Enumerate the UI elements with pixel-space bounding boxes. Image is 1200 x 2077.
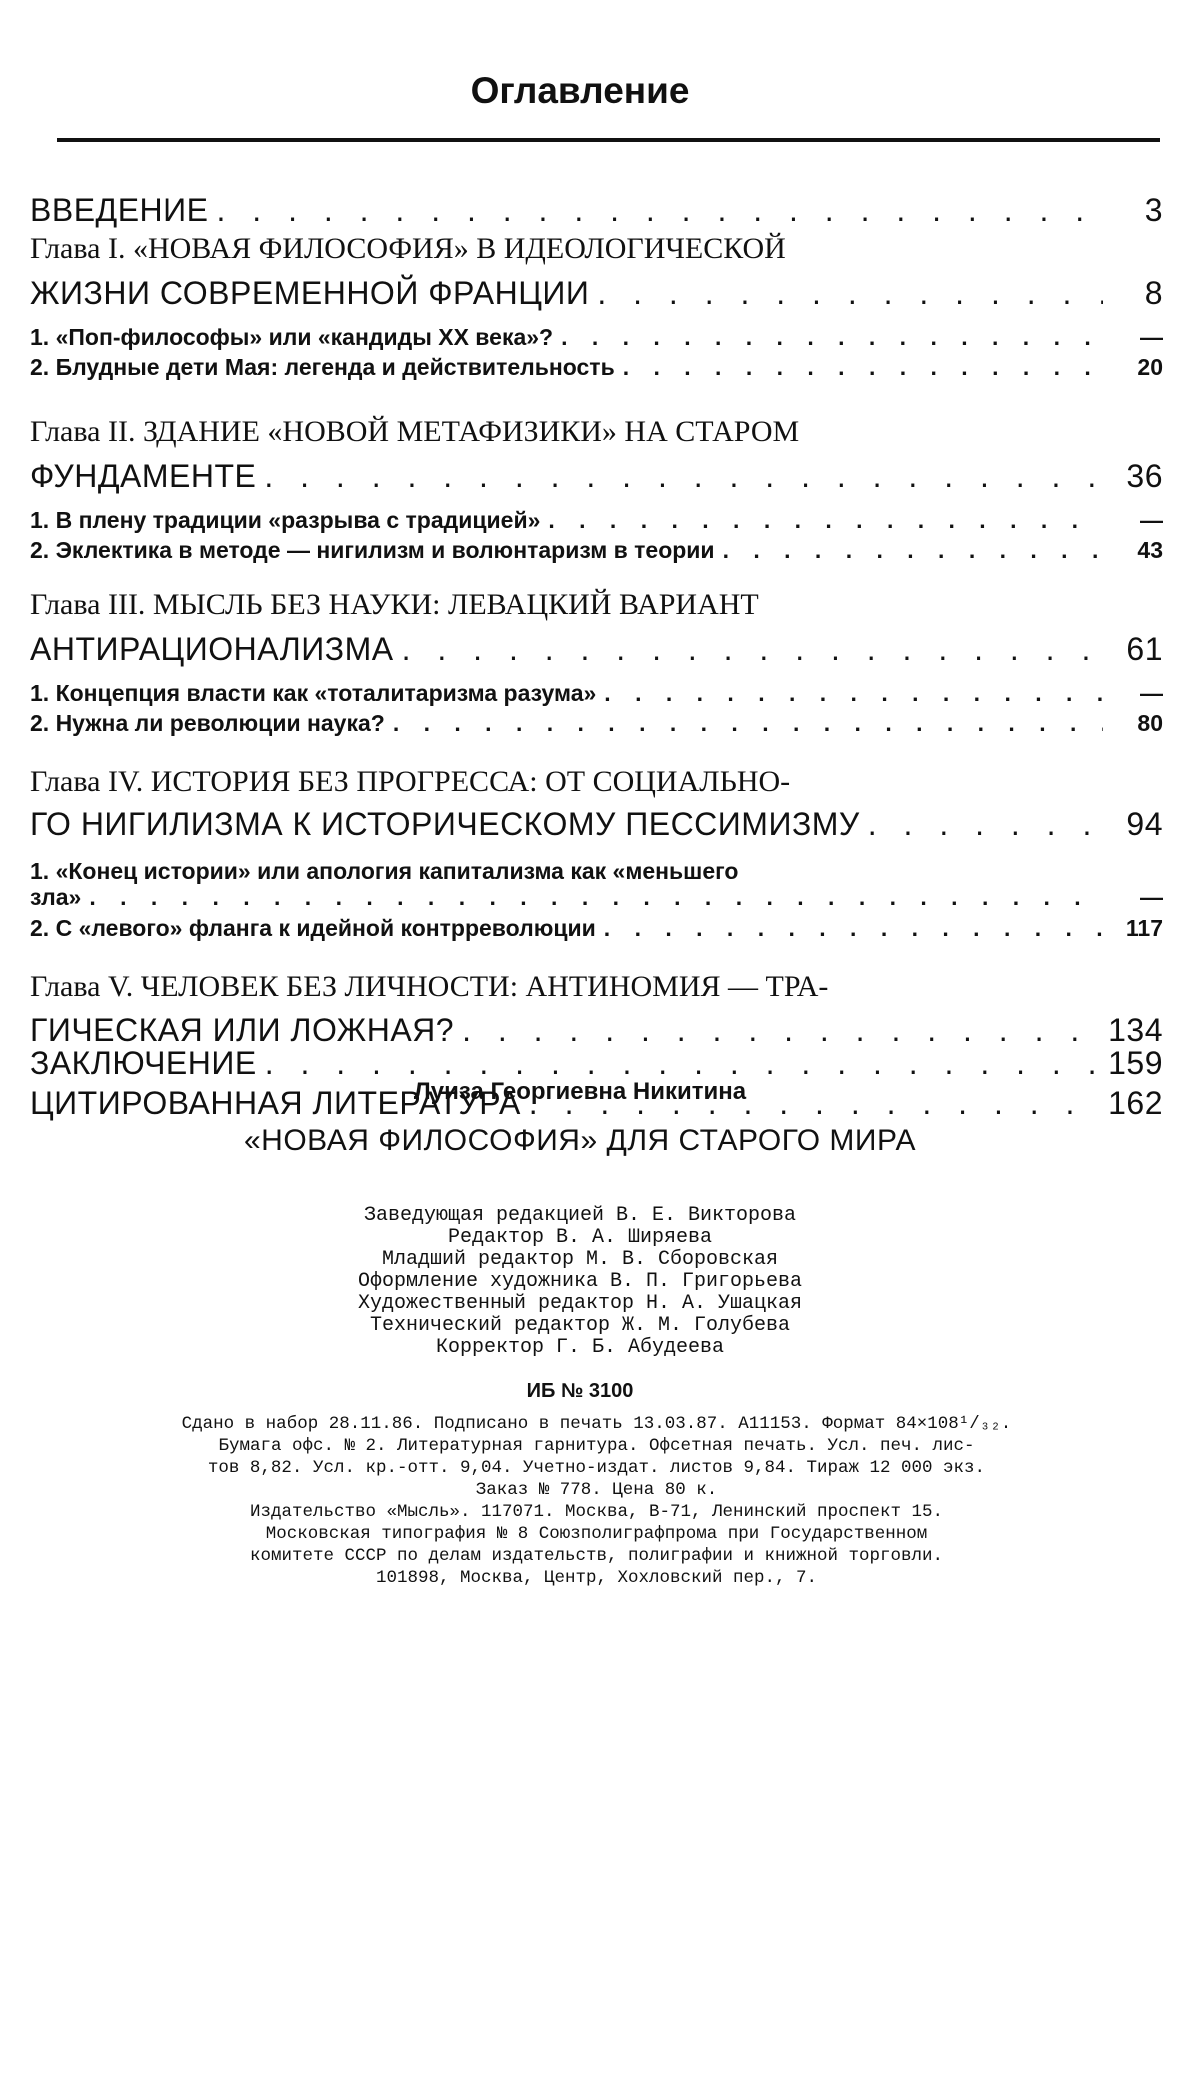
toc-ch3-sec2-text: 2. Нужна ли революции наука? <box>30 710 385 736</box>
dot-leader <box>393 710 1103 737</box>
dot-leader <box>265 1045 1100 1082</box>
toc-ch2-sec2[interactable] <box>30 537 1163 564</box>
toc-ch3-sec1-page: — <box>1140 680 1163 706</box>
staff-line: Технический редактор Ж. М. Голубева <box>369 1314 791 1337</box>
toc-ch4-sec2[interactable] <box>30 915 1163 942</box>
toc-ch4-line1[interactable]: Глава IV. ИСТОРИЯ БЕЗ ПРОГРЕССА: ОТ СОЦИАЛЬНО- <box>30 765 791 798</box>
dot-leader <box>868 806 1103 843</box>
toc-ch3-page: 61 <box>1126 631 1163 667</box>
toc-ch1-sec2-text: 2. Блудные дети Мая: легенда и действительность <box>30 354 615 380</box>
toc-ch3-sec2-page: 80 <box>1137 710 1163 736</box>
toc-intro-page: 3 <box>1144 192 1163 228</box>
staff-line: Редактор В. А. Ширяева <box>447 1226 713 1249</box>
editorial-staff <box>0 1205 1160 1359</box>
toc-ch2-page: 36 <box>1126 458 1163 494</box>
pub-line: тов 8,82. Усл. кр.-отт. 9,04. Учетно-издат. листов 9,84. Тираж 12 000 экз. <box>207 1458 986 1478</box>
toc-ch5-page: 134 <box>1108 1012 1163 1048</box>
dot-leader <box>462 1012 1100 1049</box>
toc-ch2-sec2-text: 2. Эклектика в методе — нигилизм и волюнтаризм в теории <box>30 537 715 563</box>
toc-ch2-sec1-text: 1. В плену традиции «разрыва с традицией» <box>30 507 541 533</box>
dot-leader <box>723 537 1103 564</box>
toc-ch1-sec2[interactable] <box>30 354 1163 381</box>
toc-conclusion-text: ЗАКЛЮЧЕНИЕ <box>30 1045 257 1081</box>
toc-conclusion-page: 159 <box>1108 1045 1163 1081</box>
toc-ch2-sec2-page: 43 <box>1137 537 1163 563</box>
toc-ch3-line1[interactable]: Глава III. МЫСЛЬ БЕЗ НАУКИ: ЛЕВАЦКИЙ ВАРИАНТ <box>30 588 759 621</box>
page-title: Оглавление <box>470 70 690 111</box>
toc-ch1-sec1-text: 1. «Поп-философы» или «кандиды XX века»? <box>30 324 554 350</box>
toc-ch3-sec2[interactable] <box>30 710 1163 737</box>
dot-leader <box>402 631 1103 668</box>
toc-ch1-page: 8 <box>1144 275 1163 311</box>
toc-ch2-sec1-page: — <box>1140 507 1163 533</box>
toc-ch4-sec1-page: — <box>1140 884 1163 910</box>
toc-ch4-sec1-line1[interactable]: 1. «Конец истории» или апология капитализма как «меньшего <box>30 858 739 884</box>
staff-line: Заведующая редакцией В. Е. Викторова <box>363 1204 797 1227</box>
toc-ch4-line2: ГО НИГИЛИЗМА К ИСТОРИЧЕСКОМУ ПЕССИМИЗМУ <box>30 806 860 842</box>
toc-ch4-sec1[interactable] <box>30 884 1163 911</box>
toc-ch4-sec2-page: 117 <box>1125 915 1163 941</box>
pub-line: Сдано в набор 28.11.86. Подписано в печать 13.03.87. А11153. Формат 84×108¹/₃₂. <box>181 1414 1012 1434</box>
pub-line: 101898, Москва, Центр, Хохловский пер., 7. <box>375 1568 818 1588</box>
toc-ch1[interactable] <box>30 275 1163 312</box>
toc-ch3[interactable] <box>30 631 1163 668</box>
toc-ch1-sec1[interactable] <box>30 324 1163 351</box>
author-name: Луиза Георгиевна Никитина <box>413 1078 747 1105</box>
staff-line: Художественный редактор Н. А. Ушацкая <box>357 1292 803 1315</box>
pub-line: Московская типография № 8 Союзполиграфпрома при Государственном <box>265 1524 928 1544</box>
toc-ch1-line1[interactable]: Глава I. «НОВАЯ ФИЛОСОФИЯ» В ИДЕОЛОГИЧЕСКОЙ <box>30 232 786 265</box>
toc-conclusion[interactable] <box>30 1045 1163 1082</box>
toc-ch4-sec2-text: 2. С «левого» фланга к идейной контрреволюции <box>30 915 596 941</box>
toc-ch3-sec1-text: 1. Концепция власти как «тоталитаризма разума» <box>30 680 597 706</box>
toc-ch4-page: 94 <box>1126 806 1163 842</box>
staff-line: Корректор Г. Б. Абудеева <box>435 1336 725 1359</box>
toc-ch2-line2: ФУНДАМЕНТЕ <box>30 458 257 494</box>
toc-ch2-sec1[interactable] <box>30 507 1163 534</box>
toc-ch2-line1[interactable]: Глава II. ЗДАНИЕ «НОВОЙ МЕТАФИЗИКИ» НА СТАРОМ <box>30 415 800 448</box>
staff-line: Младший редактор М. В. Сборовская <box>381 1248 779 1271</box>
dot-leader <box>529 1085 1100 1122</box>
dot-leader <box>604 680 1103 707</box>
toc-literature-page: 162 <box>1108 1085 1163 1121</box>
pub-line: Издательство «Мысль». 117071. Москва, В-71, Ленинский проспект 15. <box>249 1502 944 1522</box>
pub-line: Бумага офс. № 2. Литературная гарнитура. Офсетная печать. Усл. печ. лис- <box>218 1436 975 1456</box>
dot-leader <box>548 507 1103 534</box>
toc-ch5-line1[interactable]: Глава V. ЧЕЛОВЕК БЕЗ ЛИЧНОСТИ: АНТИНОМИЯ — ТРА- <box>30 970 829 1003</box>
toc-ch3-line2: АНТИРАЦИОНАЛИЗМА <box>30 631 394 667</box>
dot-leader <box>604 915 1103 942</box>
dot-leader <box>561 324 1103 351</box>
toc-ch1-sec2-page: 20 <box>1137 354 1163 380</box>
book-title: «НОВАЯ ФИЛОСОФИЯ» ДЛЯ СТАРОГО МИРА <box>244 1124 916 1157</box>
dot-leader <box>264 458 1103 495</box>
toc-ch2[interactable] <box>30 458 1163 495</box>
toc-ch4[interactable] <box>30 806 1163 843</box>
dot-leader <box>89 884 1103 911</box>
toc-ch4-sec1-line2: зла» <box>30 884 82 910</box>
toc-literature-text: ЦИТИРОВАННАЯ ЛИТЕРАТУРА <box>30 1085 521 1121</box>
toc-ch1-line2: ЖИЗНИ СОВРЕМЕННОЙ ФРАНЦИИ <box>30 275 590 311</box>
staff-line: Оформление художника В. П. Григорьева <box>357 1270 803 1293</box>
title-rule <box>57 138 1160 142</box>
dot-leader <box>623 354 1103 381</box>
dot-leader <box>217 192 1104 229</box>
dot-leader <box>597 275 1103 312</box>
toc-ch5-line2: ГИЧЕСКАЯ ИЛИ ЛОЖНАЯ? <box>30 1012 455 1048</box>
toc-ch1-sec1-page: — <box>1140 324 1163 350</box>
toc-intro[interactable] <box>30 192 1163 229</box>
toc-ch3-sec1[interactable] <box>30 680 1163 707</box>
ib-number: ИБ № 3100 <box>526 1380 634 1402</box>
pub-line: комитете СССР по делам издательств, полиграфии и книжной торговли. <box>249 1546 944 1566</box>
publication-details <box>30 1413 1163 1589</box>
toc-intro-text: ВВЕДЕНИЕ <box>30 192 209 228</box>
toc-literature[interactable] <box>30 1085 1163 1122</box>
pub-line: Заказ № 778. Цена 80 к. <box>475 1480 718 1500</box>
toc-ch5[interactable] <box>30 1012 1163 1049</box>
